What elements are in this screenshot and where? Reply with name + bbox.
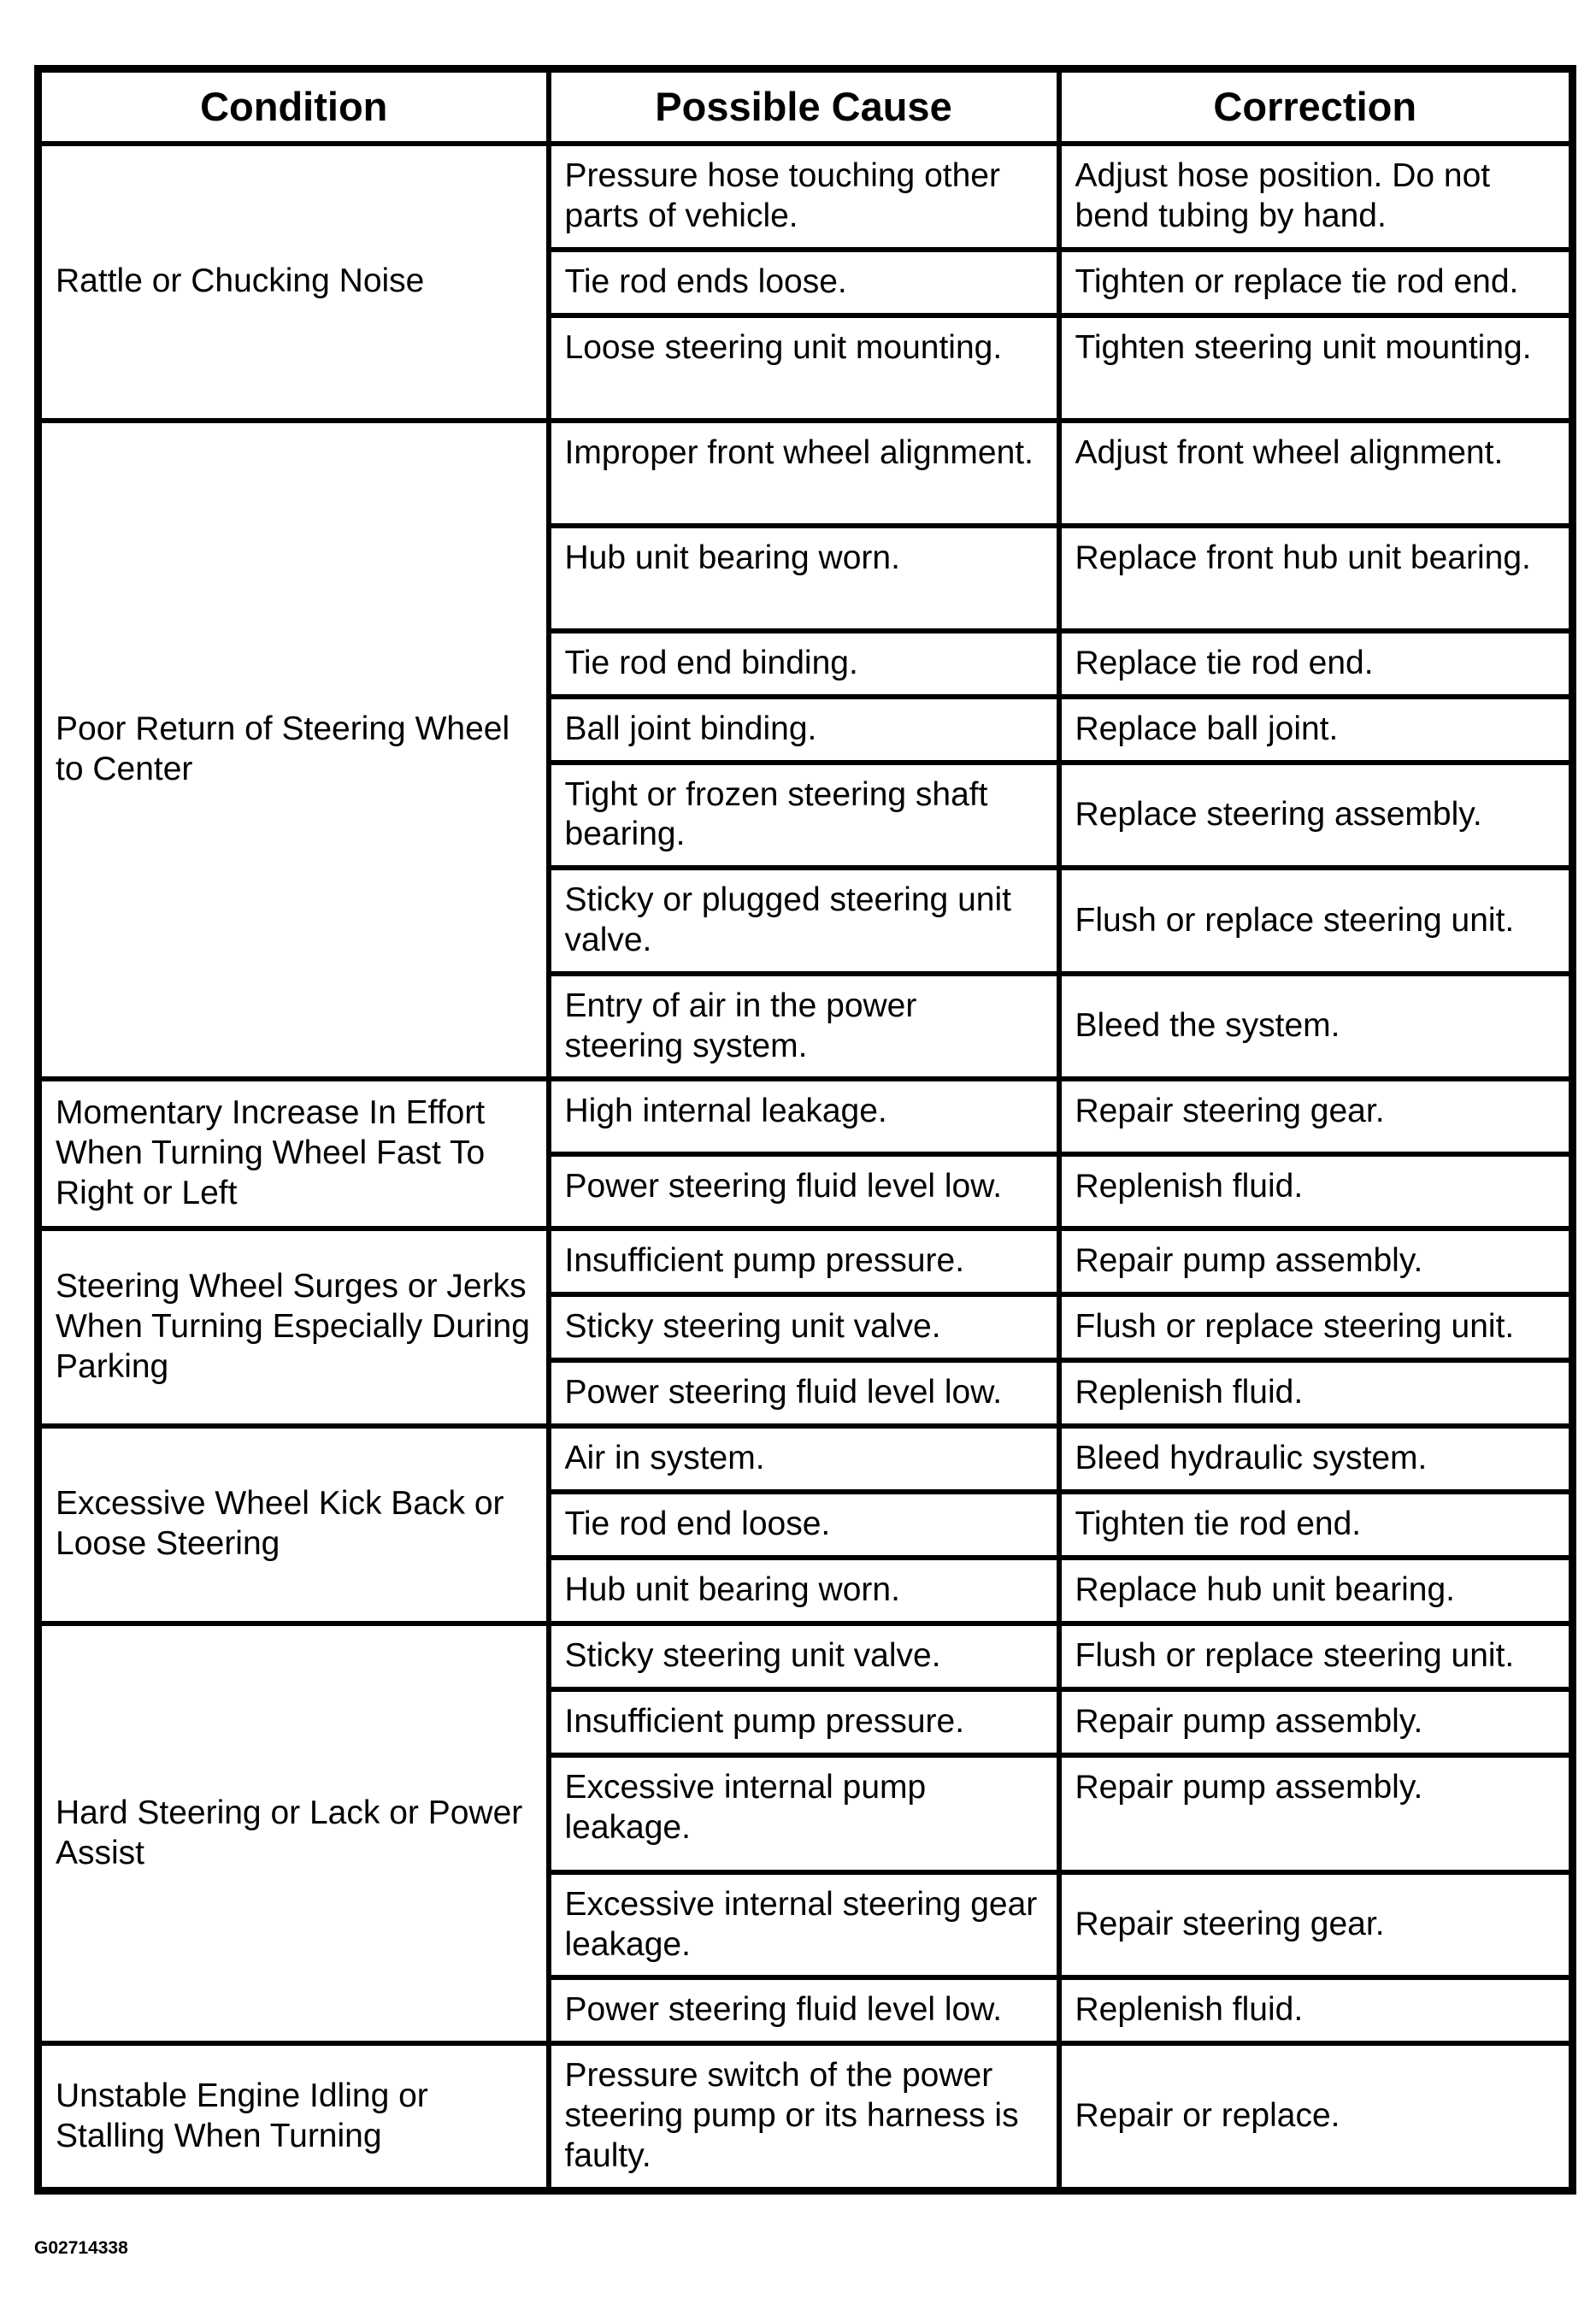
table-row	[38, 1426, 1573, 1492]
cause-cell: Hub unit bearing worn.	[549, 526, 1059, 631]
correction-cell: Flush or replace steering unit.	[1059, 1623, 1573, 1689]
table-row	[38, 1623, 1573, 1689]
condition-cell: Poor Return of Steering Wheel to Center	[38, 421, 549, 1080]
correction-cell: Tighten or replace tie rod end.	[1059, 250, 1573, 315]
cause-cell: Power steering fluid level low.	[549, 1977, 1059, 2043]
correction-cell: Repair steering gear.	[1059, 1872, 1573, 1978]
condition-cell: Momentary Increase In Effort When Turning Wheel Fast To Right or Left	[38, 1079, 549, 1228]
correction-cell: Replace hub unit bearing.	[1059, 1558, 1573, 1623]
correction-cell: Tighten steering unit mounting.	[1059, 315, 1573, 421]
cause-cell: Tight or frozen steering shaft bearing.	[549, 763, 1059, 869]
correction-cell: Repair pump assembly.	[1059, 1689, 1573, 1755]
cause-cell: Power steering fluid level low.	[549, 1360, 1059, 1426]
cause-cell: Pressure hose touching other parts of vehicle.	[549, 144, 1059, 250]
correction-cell: Replace steering assembly.	[1059, 763, 1573, 869]
cause-cell: High internal leakage.	[549, 1079, 1059, 1153]
correction-cell: Flush or replace steering unit.	[1059, 868, 1573, 974]
table-row	[38, 2043, 1573, 2190]
cause-cell: Sticky steering unit valve.	[549, 1623, 1059, 1689]
correction-cell: Adjust hose position. Do not bend tubing by hand.	[1059, 144, 1573, 250]
cause-cell: Insufficient pump pressure.	[549, 1689, 1059, 1755]
table-row	[38, 421, 1573, 526]
table-row	[38, 1079, 1573, 1153]
correction-cell: Adjust front wheel alignment.	[1059, 421, 1573, 526]
cause-cell: Improper front wheel alignment.	[549, 421, 1059, 526]
cause-cell: Excessive internal steering gear leakage.	[549, 1872, 1059, 1978]
cause-cell: Air in system.	[549, 1426, 1059, 1492]
correction-cell: Bleed the system.	[1059, 974, 1573, 1080]
header-possible-cause: Possible Cause	[549, 69, 1059, 144]
table-body	[38, 144, 1573, 2190]
correction-cell: Repair steering gear.	[1059, 1079, 1573, 1153]
correction-cell: Repair pump assembly.	[1059, 1755, 1573, 1872]
condition-cell: Excessive Wheel Kick Back or Loose Steering	[38, 1426, 549, 1623]
cause-cell: Entry of air in the power steering system.	[549, 974, 1059, 1080]
table-row	[38, 144, 1573, 250]
cause-cell: Power steering fluid level low.	[549, 1154, 1059, 1229]
cause-cell: Loose steering unit mounting.	[549, 315, 1059, 421]
correction-cell: Replenish fluid.	[1059, 1977, 1573, 2043]
correction-cell: Bleed hydraulic system.	[1059, 1426, 1573, 1492]
correction-cell: Tighten tie rod end.	[1059, 1492, 1573, 1558]
cause-cell: Ball joint binding.	[549, 697, 1059, 763]
table-row	[38, 1229, 1573, 1294]
cause-cell: Tie rod end binding.	[549, 631, 1059, 697]
troubleshooting-table	[34, 65, 1576, 2195]
correction-cell: Flush or replace steering unit.	[1059, 1294, 1573, 1360]
cause-cell: Pressure switch of the power steering pump or its harness is faulty.	[549, 2043, 1059, 2190]
correction-cell: Replace tie rod end.	[1059, 631, 1573, 697]
cause-cell: Sticky steering unit valve.	[549, 1294, 1059, 1360]
correction-cell: Replenish fluid.	[1059, 1154, 1573, 1229]
cause-cell: Tie rod end loose.	[549, 1492, 1059, 1558]
header-correction: Correction	[1059, 69, 1573, 144]
cause-cell: Insufficient pump pressure.	[549, 1229, 1059, 1294]
cause-cell: Tie rod ends loose.	[549, 250, 1059, 315]
correction-cell: Replenish fluid.	[1059, 1360, 1573, 1426]
condition-cell: Unstable Engine Idling or Stalling When Turning	[38, 2043, 549, 2190]
correction-cell: Replace ball joint.	[1059, 697, 1573, 763]
cause-cell: Excessive internal pump leakage.	[549, 1755, 1059, 1872]
correction-cell: Repair pump assembly.	[1059, 1229, 1573, 1294]
cause-cell: Hub unit bearing worn.	[549, 1558, 1059, 1623]
figure-id: G02714338	[34, 2238, 128, 2258]
header-row	[38, 69, 1573, 144]
correction-cell: Replace front hub unit bearing.	[1059, 526, 1573, 631]
condition-cell: Hard Steering or Lack or Power Assist	[38, 1623, 549, 2044]
header-condition: Condition	[38, 69, 549, 144]
condition-cell: Steering Wheel Surges or Jerks When Turning Especially During Parking	[38, 1229, 549, 1426]
correction-cell: Repair or replace.	[1059, 2043, 1573, 2190]
condition-cell: Rattle or Chucking Noise	[38, 144, 549, 421]
cause-cell: Sticky or plugged steering unit valve.	[549, 868, 1059, 974]
